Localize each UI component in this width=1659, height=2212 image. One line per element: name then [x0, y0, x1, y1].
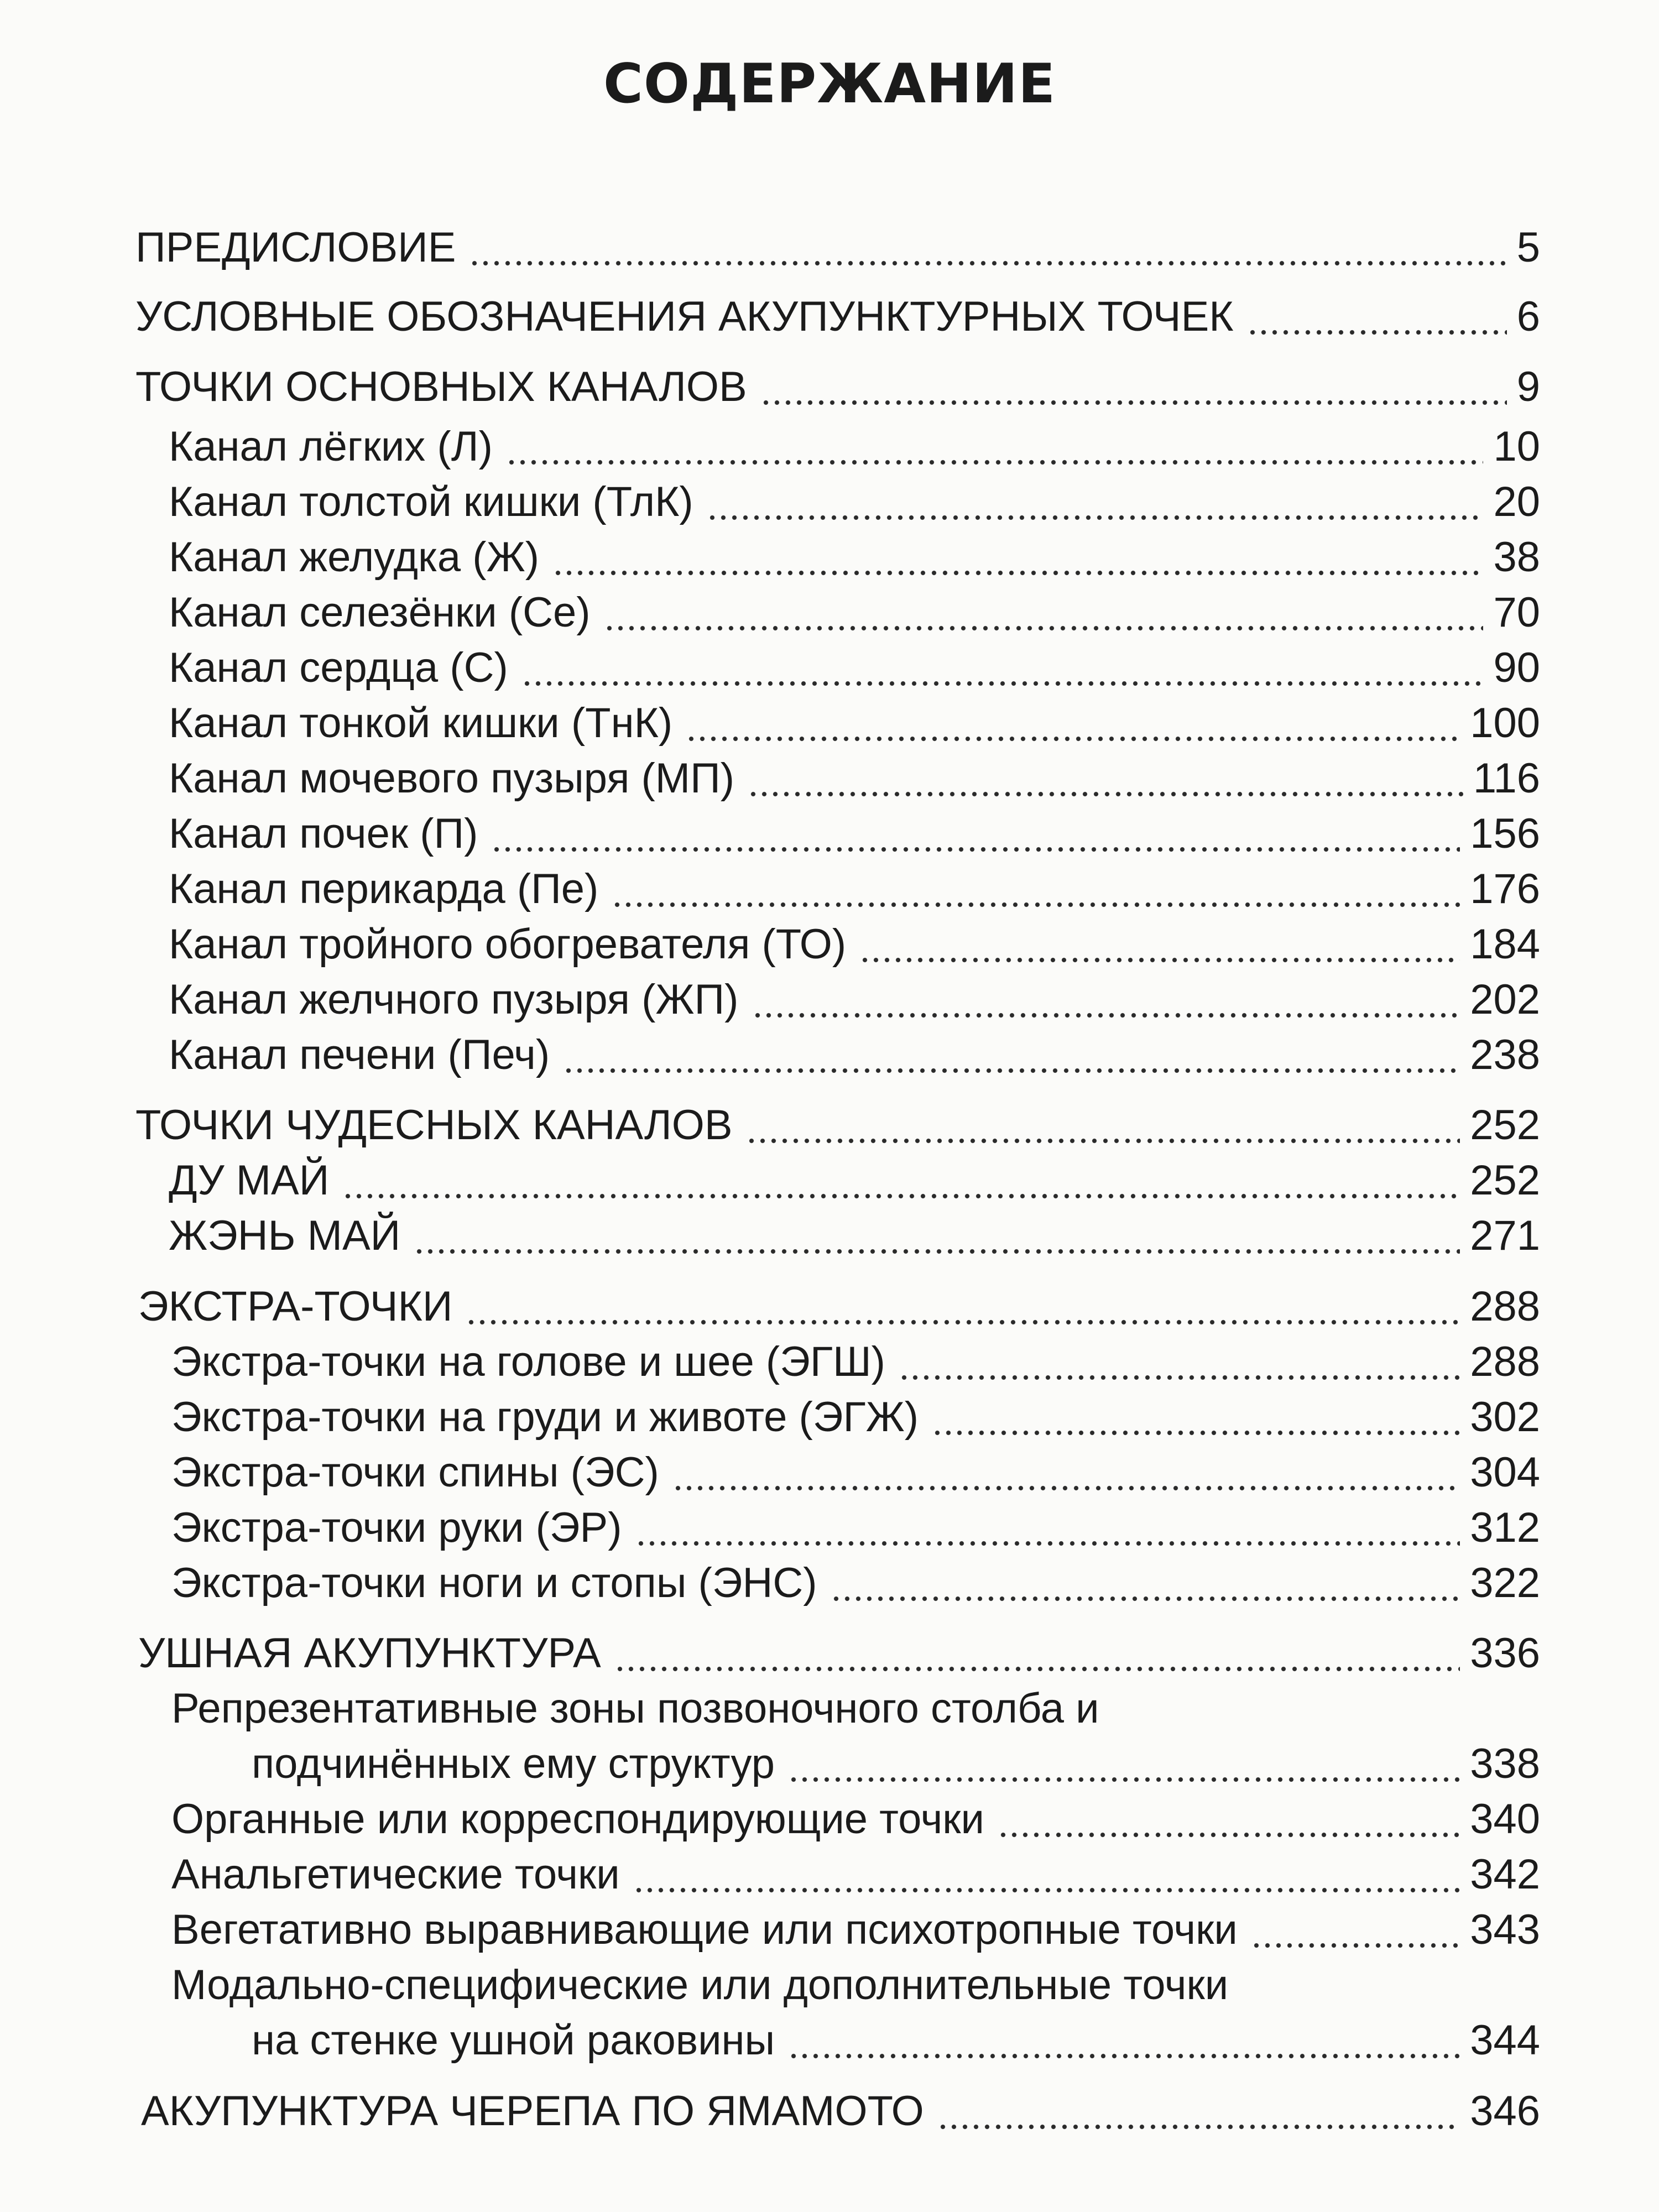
- dot-leader: [506, 419, 1484, 474]
- dot-leader: [788, 1736, 1460, 1792]
- toc-entry: [169, 972, 1540, 1027]
- toc-entry: [169, 1153, 1540, 1208]
- toc-entry-title: Экстра-точки на голове и шее (ЭГШ): [171, 1338, 885, 1385]
- toc-entry: [171, 1500, 1540, 1556]
- toc-entry-title: УСЛОВНЫЕ ОБОЗНАЧЕНИЯ АКУПУНКТУРНЫХ ТОЧЕК: [135, 293, 1234, 340]
- toc-entry-title: ДУ МАЙ: [169, 1157, 330, 1204]
- toc-entry: [169, 1208, 1540, 1264]
- toc-entry-title: Канал почек (П): [169, 810, 478, 857]
- toc-page-number: 38: [1493, 534, 1540, 581]
- toc-page-number: 20: [1493, 478, 1540, 525]
- toc-entry: [135, 289, 1540, 345]
- dot-leader: [1251, 1902, 1460, 1958]
- toc-entry-title: Вегетативно выравнивающие или психотропные точки: [171, 1906, 1238, 1953]
- toc-entry: [171, 1847, 1540, 1902]
- toc-entry: [169, 806, 1540, 862]
- toc-entry: [138, 1279, 1540, 1334]
- toc-page-number: 156: [1470, 810, 1540, 857]
- dot-leader: [633, 1847, 1460, 1902]
- toc-entry-title: Канал печени (Печ): [169, 1031, 550, 1078]
- toc-entry-title: Экстра-точки ноги и стопы (ЭНС): [171, 1559, 817, 1606]
- toc-page-number: 100: [1470, 700, 1540, 747]
- dot-leader: [1247, 289, 1507, 345]
- toc-entry-title: ЖЭНЬ МАЙ: [169, 1212, 401, 1259]
- dot-leader: [748, 751, 1463, 806]
- toc-page-number: 288: [1470, 1283, 1540, 1330]
- toc-entry: [252, 2013, 1540, 2068]
- toc-entry: [169, 640, 1540, 696]
- toc-entry-title: Органные или корреспондирующие точки: [171, 1796, 985, 1843]
- toc-page-number: 10: [1493, 423, 1540, 470]
- toc-page-number: 252: [1470, 1157, 1540, 1204]
- dot-leader: [899, 1334, 1460, 1390]
- dot-leader: [469, 220, 1506, 275]
- toc-page-number: 343: [1470, 1906, 1540, 1953]
- toc-page-number: 184: [1470, 921, 1540, 968]
- toc-entry-title: Репрезентативные зоны позвоночного столба и: [171, 1685, 1099, 1732]
- dot-leader: [937, 2084, 1460, 2139]
- toc-page-number: 312: [1470, 1504, 1540, 1551]
- toc-entry-title: подчинённых ему структур: [252, 1740, 775, 1787]
- dot-leader: [788, 2013, 1460, 2068]
- toc-entry: [252, 1736, 1540, 1792]
- toc-entry-title: ТОЧКИ ОСНОВНЫХ КАНАЛОВ: [135, 363, 747, 410]
- toc-entry-title: Экстра-точки на груди и животе (ЭГЖ): [171, 1394, 919, 1441]
- dot-leader: [612, 862, 1460, 917]
- dot-leader: [521, 640, 1484, 696]
- toc-page-number: 304: [1470, 1449, 1540, 1496]
- toc-page-number: 338: [1470, 1740, 1540, 1787]
- toc-entry-title: Канал мочевого пузыря (МП): [169, 755, 735, 802]
- dot-leader: [342, 1153, 1460, 1208]
- toc-page-number: 344: [1470, 2017, 1540, 2064]
- dot-leader: [604, 585, 1484, 640]
- toc-entry: [171, 1681, 1099, 1736]
- toc-entry-title: АКУПУНКТУРА ЧЕРЕПА ПО ЯМАМОТО: [141, 2088, 924, 2135]
- toc-page-number: 9: [1516, 363, 1540, 410]
- toc-entry-title: Экстра-точки спины (ЭС): [171, 1449, 659, 1496]
- toc-entry-title: Канал толстой кишки (ТлК): [169, 478, 693, 525]
- page-title: СОДЕРЖАНИЕ: [603, 53, 1056, 116]
- dot-leader: [491, 806, 1460, 862]
- toc-entry: [169, 917, 1540, 972]
- toc-page-number: 340: [1470, 1796, 1540, 1843]
- dot-leader: [635, 1500, 1460, 1556]
- dot-leader: [707, 474, 1484, 530]
- toc-page-number: 90: [1493, 644, 1540, 691]
- dot-leader: [614, 1626, 1460, 1681]
- toc-entry-title: на стенке ушной раковины: [252, 2017, 775, 2064]
- toc-entry-title: Канал лёгких (Л): [169, 423, 493, 470]
- toc-entry-title: Канал сердца (С): [169, 644, 508, 691]
- toc-page-number: 252: [1470, 1102, 1540, 1149]
- dot-leader: [563, 1027, 1460, 1083]
- toc-entry: [171, 1445, 1540, 1500]
- toc-entry-title: Канал желчного пузыря (ЖП): [169, 976, 739, 1023]
- toc-entry-title: УШНАЯ АКУПУНКТУРА: [138, 1630, 601, 1677]
- dot-leader: [998, 1792, 1460, 1847]
- toc-entry-title: Канал тройного обогревателя (ТО): [169, 921, 847, 968]
- toc-entry: [135, 359, 1540, 415]
- toc-page-number: 202: [1470, 976, 1540, 1023]
- toc-entry-title: ЭКСТРА-ТОЧКИ: [138, 1283, 453, 1330]
- toc-entry: [141, 2084, 1540, 2139]
- dot-leader: [686, 696, 1460, 751]
- toc-entry-title: Модально-специфические или дополнительные точки: [171, 1961, 1229, 2008]
- toc-entry: [171, 1958, 1228, 2013]
- toc-entry-title: ТОЧКИ ЧУДЕСНЫХ КАНАЛОВ: [135, 1102, 733, 1149]
- toc-entry-title: Канал тонкой кишки (ТнК): [169, 700, 673, 747]
- toc-entry: [171, 1902, 1540, 1958]
- dot-leader: [932, 1390, 1460, 1445]
- toc-page-number: 176: [1470, 865, 1540, 912]
- toc-page-number: 6: [1516, 293, 1540, 340]
- toc-entry: [169, 751, 1540, 806]
- toc-page-number: 288: [1470, 1338, 1540, 1385]
- toc-page-number: 342: [1470, 1851, 1540, 1898]
- toc-page-number: 322: [1470, 1559, 1540, 1606]
- toc-entry: [169, 585, 1540, 640]
- toc-entry: [169, 530, 1540, 585]
- toc-entry: [169, 862, 1540, 917]
- toc-page-number: 336: [1470, 1630, 1540, 1677]
- toc-entry: [169, 474, 1540, 530]
- toc-entry: [171, 1334, 1540, 1390]
- toc-entry-title: Канал желудка (Ж): [169, 534, 540, 581]
- toc-page-number: 238: [1470, 1031, 1540, 1078]
- dot-leader: [414, 1208, 1460, 1264]
- dot-leader: [831, 1556, 1460, 1611]
- toc-page-number: 302: [1470, 1394, 1540, 1441]
- toc-page-number: 271: [1470, 1212, 1540, 1259]
- toc-entry: [169, 1027, 1540, 1083]
- dot-leader: [672, 1445, 1460, 1500]
- dot-leader: [746, 1098, 1460, 1153]
- toc-entry: [138, 1626, 1540, 1681]
- dot-leader: [752, 972, 1460, 1027]
- dot-leader: [859, 917, 1460, 972]
- toc-entry: [171, 1792, 1540, 1847]
- toc-page-number: 70: [1493, 589, 1540, 636]
- toc-page-number: 346: [1470, 2088, 1540, 2135]
- dot-leader: [552, 530, 1483, 585]
- toc-page-number: 116: [1473, 755, 1540, 802]
- toc-entry: [171, 1390, 1540, 1445]
- toc-entry: [135, 1098, 1540, 1153]
- toc-entry-title: ПРЕДИСЛОВИЕ: [135, 224, 456, 271]
- toc-entry: [135, 220, 1540, 275]
- toc-entry-title: Канал селезёнки (Се): [169, 589, 591, 636]
- dot-leader: [760, 359, 1507, 415]
- toc-entry: [171, 1556, 1540, 1611]
- dot-leader: [466, 1279, 1460, 1334]
- toc-page-number: 5: [1516, 224, 1540, 271]
- toc-entry: [169, 419, 1540, 474]
- toc-entry: [169, 696, 1540, 751]
- toc-entry-title: Анальгетические точки: [171, 1851, 620, 1898]
- toc-entry-title: Канал перикарда (Пе): [169, 865, 599, 912]
- toc-entry-title: Экстра-точки руки (ЭР): [171, 1504, 622, 1551]
